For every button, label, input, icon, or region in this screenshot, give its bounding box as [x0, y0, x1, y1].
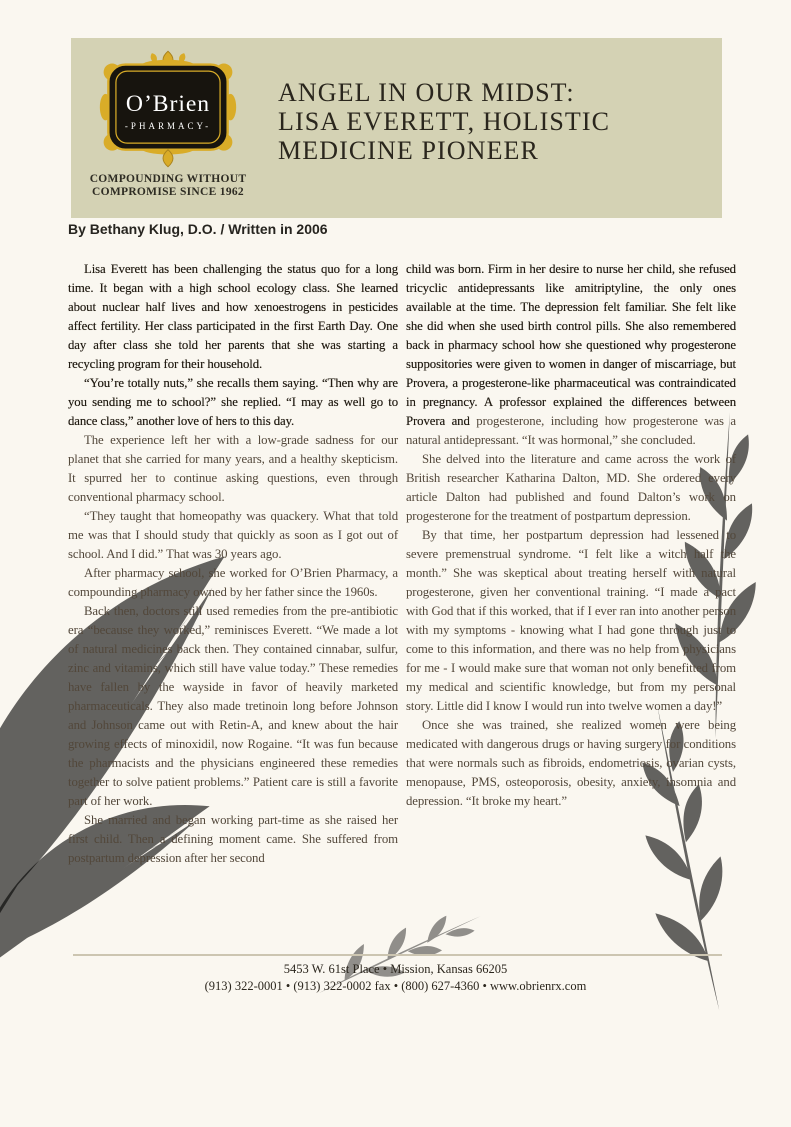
article-paragraph [406, 450, 736, 526]
title-line-1: ANGEL IN OUR MIDST: [278, 78, 575, 107]
text-segment: “You’re totally nuts,” she recalls them saying. “Then why are you sending me to school?” she replied. “I may as well go to dance class,” another love of hers to this day. [68, 376, 398, 428]
article-paragraph [68, 374, 398, 431]
text-segment: child was born. Firm in her desire to nurse her child, she refused tricyclic antidepressants like amitriptyline, the only ones available at the time. The depression felt familiar. She felt like she did when she used birth control pills. She also remembered back in pharmacy school how she questioned why progesterone suppositories were given to women in danger of miscarriage, but Provera, a progesterone-like pharmaceutical was contraindicated in pregnancy. A professor explained the differences between Provera and [406, 262, 736, 428]
article-paragraph [406, 526, 736, 716]
article-paragraph [406, 260, 736, 450]
text-segment: “They taught that homeopathy was quackery. What that told me was that I should study that quickly as soon as I got out of school. And I did.” That was 30 years ago. [68, 509, 398, 561]
article-title [278, 78, 610, 165]
title-line-3: MEDICINE PIONEER [278, 136, 539, 165]
article-column-right [406, 260, 736, 868]
title-line-2: LISA EVERETT, HOLISTIC [278, 107, 611, 136]
article-paragraph [68, 431, 398, 507]
text-segment: Once she was trained, she realized women were being medicated with dangerous drugs or having surgery for conditions that were normals such as fibroids, endometriosis, ovarian cysts, menopause, PMS, osteoporosis, obesity, anxiety, insomnia and depression. “It broke my heart.” [406, 718, 736, 808]
tagline-line-1: COMPOUNDING WITHOUT [89, 173, 247, 185]
logo-wordmark: O’Brien [125, 90, 211, 117]
article-paragraph [68, 564, 398, 602]
article-paragraph [68, 507, 398, 564]
article-paragraph [68, 602, 398, 811]
article-body [68, 260, 736, 868]
text-segment: The experience left her with a low-grade sadness for our planet that she carried for many years, and a healthy skepticism. It spurred her to continue asking questions, even through conventional pharmacy school. [68, 433, 398, 504]
pharmacy-badge-icon [97, 48, 239, 170]
logo-subtitle: -PHARMACY- [124, 120, 212, 131]
article-paragraph [406, 716, 736, 811]
footer [0, 961, 791, 994]
text-segment: She married and began working part-time as she raised her first child. Then a defining moment came. She suffered from postpartum depression after her second [68, 813, 398, 865]
text-segment: Back then, doctors still used remedies from the pre-antibiotic era “because they worked,” reminisces Everett. “We made a lot of natural medicines back then. They contained cinnabar, sulfur, zinc and vitamins, which still have value today.” These remedies have fallen by the wayside in favor of heavily marketed pharmaceuticals. They also made tretinoin long before Johnson and Johnson came out with Retin-A, and knew about the hair growing effects of minoxidil, now Rogaine. “It was fun because the pharmacists and the physicians engineered these remedies together to solve patient problems.” Patient care is still a favorite part of her work. [68, 604, 398, 808]
text-segment: She delved into the literature and came across the work of British researcher Katharina Dalton, MD. She ordered every article Dalton had published and found Dalton’s work on progesterone for the treatment of postpartum depression. [406, 452, 736, 523]
text-segment: Lisa Everett has been challenging the status quo for a long time. It began with a high school ecology class. She learned about nuclear half lives and how xenoestrogens in pesticides affect fertility. Her class participated in the first Earth Day. One day after class she told her parents that she was starting a recycling program for their household. [68, 262, 398, 371]
text-segment: progesterone, including how progesterone was a natural antidepressant. “It was hormonal,” she concluded. [406, 414, 737, 447]
logo-tagline [89, 173, 247, 199]
tagline-line-2: COMPROMISE SINCE 1962 [92, 186, 244, 198]
footer-address: 5453 W. 61st Place • Mission, Kansas 66205 [283, 962, 508, 976]
text-segment: After pharmacy school, she worked for O’Brien Pharmacy, a compounding pharmacy owned by her father since the 1960s. [68, 566, 398, 599]
article-column-left [68, 260, 398, 868]
article-paragraph [68, 260, 398, 374]
obrien-pharmacy-logo [89, 48, 247, 199]
header-band [71, 38, 722, 218]
byline: By Bethany Klug, D.O. / Written in 2006 [68, 221, 328, 237]
footer-divider [73, 954, 722, 956]
text-segment: By that time, her postpartum depression had lessened to severe premenstrual syndrome. “I felt like a witch half the month.” She was skeptical about treating herself with natural progesterone, given her conventional training. “I made a pact with God that if this worked, that if I ever ran into another person with my symptoms - knowing what I had gone through just to come to this information, and there was no help from physicians for me - I would make sure that woman not only benefitted from my medical and scientific knowledge, but from my personal story. Little did I know I would run into twelve women a day!” [406, 528, 736, 713]
footer-contacts: (913) 322-0001 • (913) 322-0002 fax • (800) 627-4360 • www.obrienrx.com [204, 978, 587, 993]
article-paragraph [68, 811, 398, 868]
